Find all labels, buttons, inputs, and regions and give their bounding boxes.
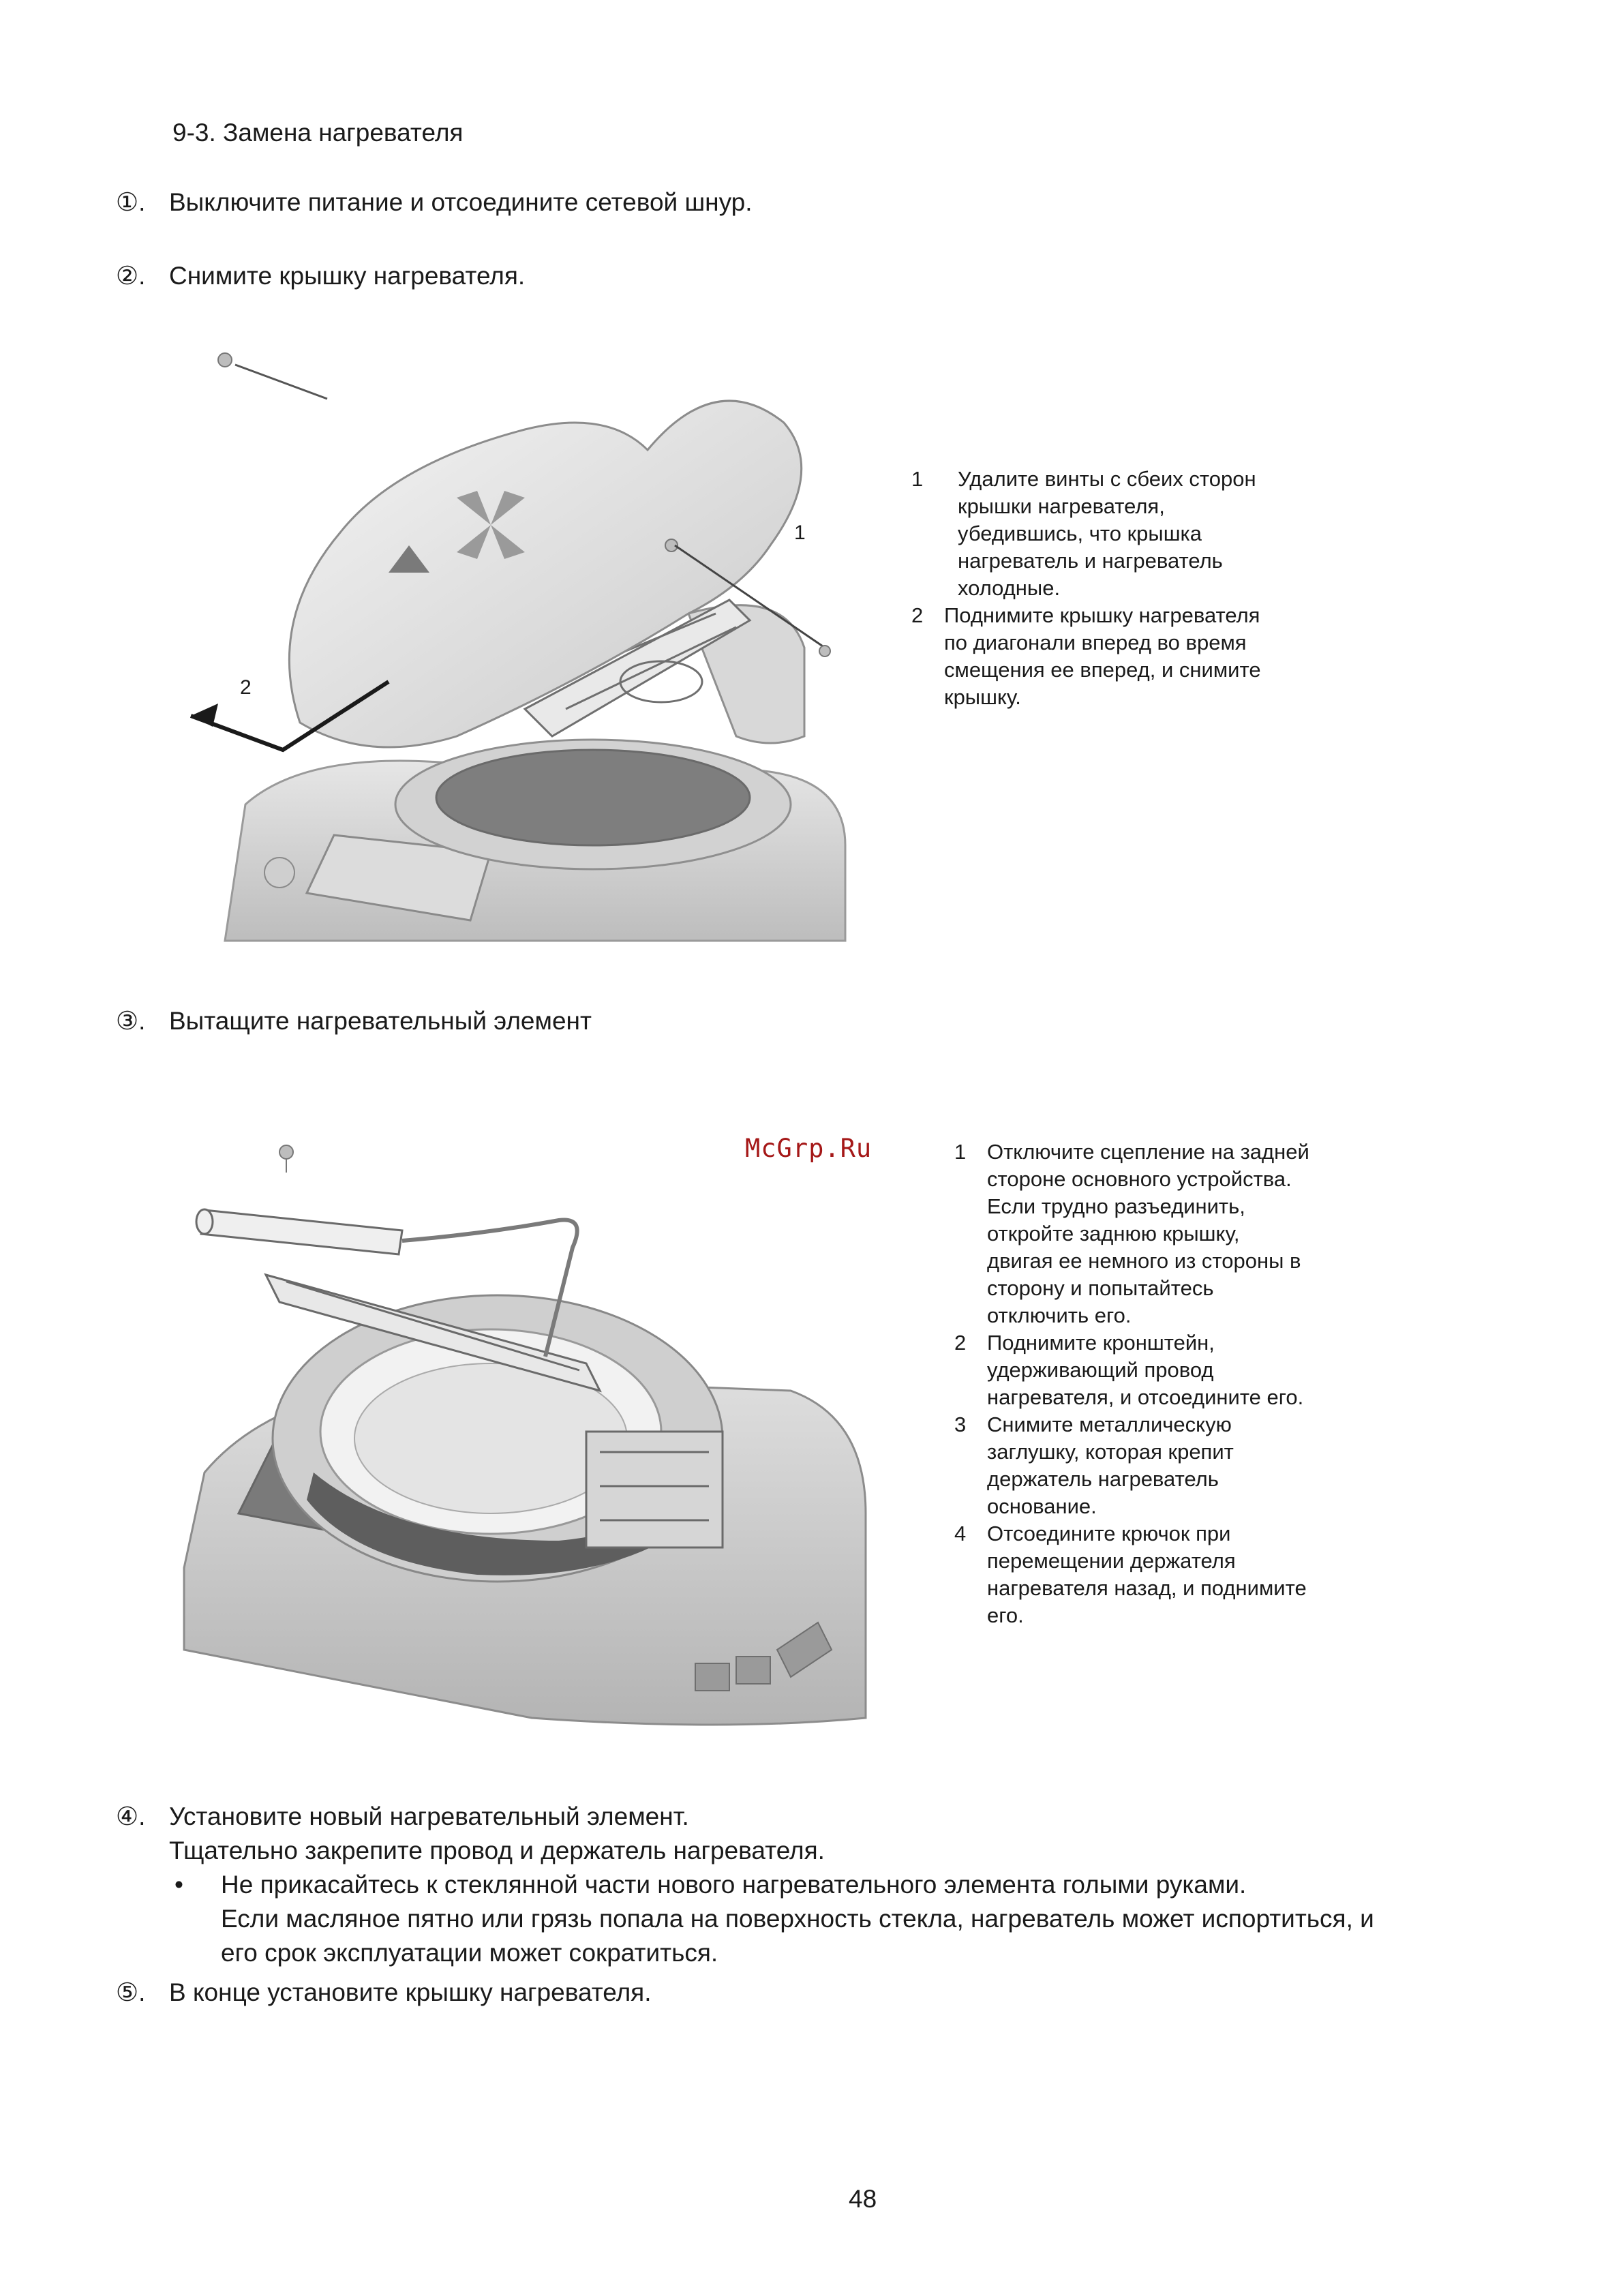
step-number: ③.	[116, 1007, 146, 1035]
step-text-secondary: Тщательно закрепите провод и держатель нагревателя.	[169, 1837, 825, 1864]
note-item	[954, 1520, 1391, 1629]
step-1	[116, 185, 753, 220]
note-number: 2	[911, 603, 924, 627]
note-text: Поднимите кронштейн, удерживающий провод нагревателя, и отсоедините его.	[987, 1331, 1304, 1409]
note-item	[954, 1138, 1391, 1329]
step-number: ⑤.	[116, 1978, 146, 2006]
step-text: Выключите питание и отсоедините сетевой шнур.	[169, 188, 753, 216]
note-text: Поднимите крышку нагревателя по диагонали вперед во время смещения ее вперед, и снимите крышку.	[944, 603, 1261, 709]
callout-2: 2	[240, 676, 252, 699]
note-item	[911, 466, 1348, 602]
section-title: 9-3. Замена нагревателя	[172, 119, 464, 147]
step-number: ①.	[116, 188, 146, 216]
note-text: Отсоедините крючок при перемещении держателя нагревателя назад, и поднимите его.	[987, 1522, 1307, 1627]
note-item	[954, 1411, 1391, 1520]
note-number: 1	[911, 467, 924, 491]
note-text: Отключите сцепление на задней стороне основного устройства. Если трудно разъединить, откройте заднюю крышку, двигая ее немного из стороны в сторону и попытайтесь отключить его.	[987, 1140, 1309, 1327]
figure1-notes	[911, 466, 1348, 711]
step-text: Снимите крышку нагревателя.	[169, 262, 526, 290]
step-text: В конце установите крышку нагревателя.	[169, 1978, 652, 2006]
step-number: ④.	[116, 1802, 146, 1830]
note-item	[954, 1329, 1391, 1411]
watermark: McGrp.Ru	[745, 1134, 873, 1163]
step-4	[116, 1800, 1374, 1970]
warning-note	[116, 1868, 1374, 1970]
page-number: 48	[849, 2185, 877, 2213]
step-text: Установите новый нагревательный элемент.	[169, 1802, 689, 1830]
note-number: 2	[954, 1331, 967, 1355]
note-number: 3	[954, 1413, 967, 1436]
step-number: ②.	[116, 262, 146, 290]
note-text: Удалите винты с сбеих сторон крышки нагревателя, убедившись, что крышка нагреватель и нагреватель холодные.	[958, 467, 1256, 600]
heater-element-removal-illustration	[177, 1132, 873, 1732]
note-item	[911, 602, 1348, 711]
bullet-icon: •	[175, 1871, 183, 1899]
callout-1: 1	[794, 522, 806, 544]
note-number: 4	[954, 1522, 967, 1545]
step-2	[116, 259, 525, 293]
step-text: Вытащите нагревательный элемент	[169, 1007, 592, 1035]
note-text: Снимите металлическую заглушку, которая крепит держатель нагреватель основание.	[987, 1413, 1234, 1518]
figure2-notes	[954, 1138, 1391, 1629]
step-5	[116, 1976, 652, 2010]
heater-cover-removal-illustration	[170, 327, 879, 961]
warning-text: Не прикасайтесь к стеклянной части нового нагревательного элемента голыми руками. Если масляное пятно или грязь попала на поверхность стекла, нагреватель может испортиться, и его срок эксплуатации может сократиться.	[221, 1871, 1374, 1967]
note-number: 1	[954, 1140, 967, 1164]
step-3	[116, 1004, 592, 1038]
